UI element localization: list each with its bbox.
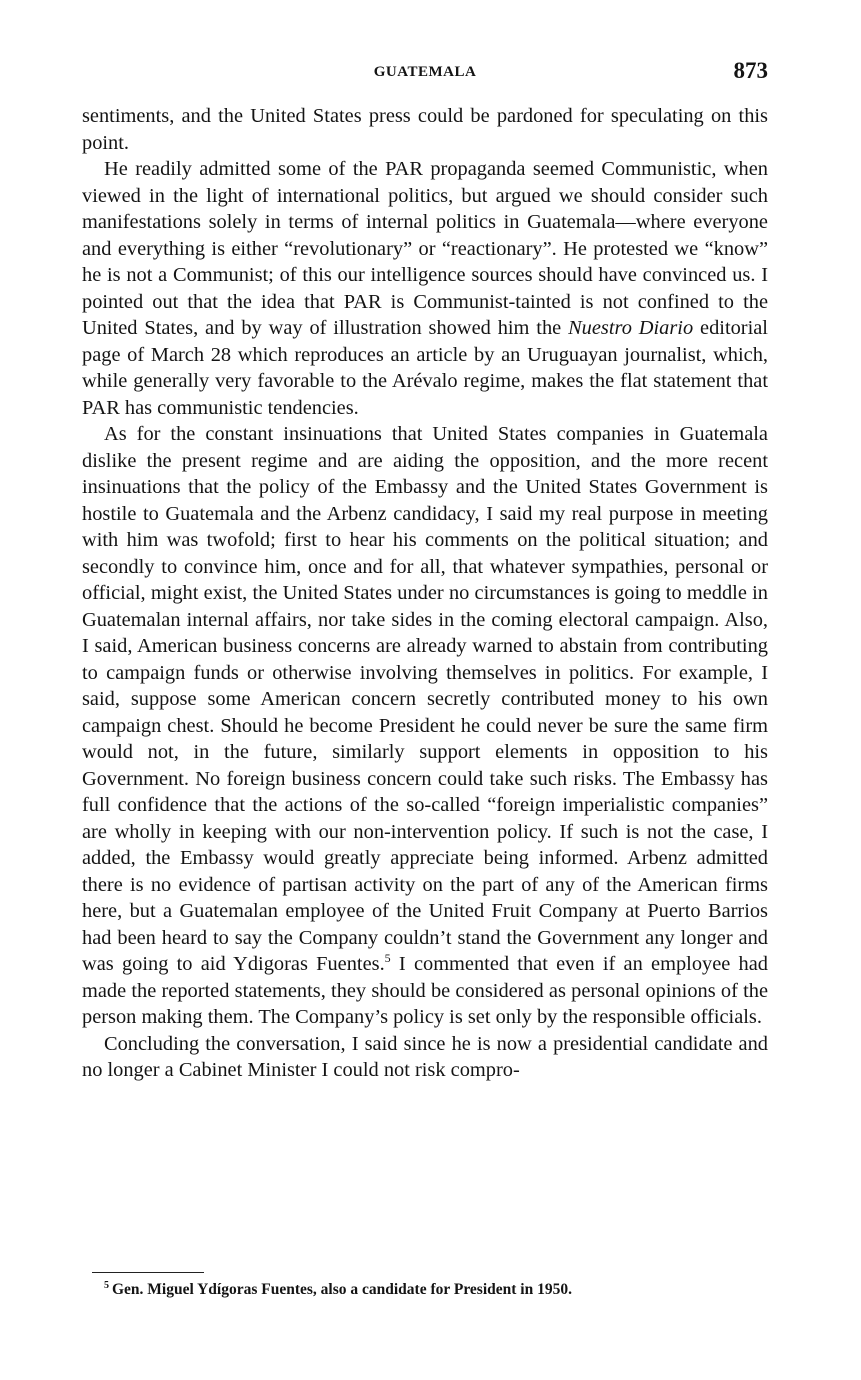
paragraph-2 xyxy=(82,156,768,421)
paragraph-4-text: Concluding the conversation, I said since he is now a presidential candidate and no longer a Cabinet Minister I could not risk compro- xyxy=(82,1032,768,1081)
paragraph-1-text: sentiments, and the United States press could be pardoned for speculating on this point. xyxy=(82,105,768,154)
paragraph-3 xyxy=(82,421,768,1031)
paragraph-1 xyxy=(82,103,768,156)
footnote xyxy=(104,1280,764,1300)
paragraph-4 xyxy=(82,1031,768,1084)
paragraph-2-text-end: editorial page of March 28 which reproduces an article by an Uruguayan journalist, which, while generally very favorable to the Arévalo regime, makes the flat statement that PAR has communistic tendencies. xyxy=(82,317,768,419)
footnote-divider xyxy=(92,1272,204,1273)
page-header xyxy=(82,58,768,88)
paragraph-3-text-end: I commented that even if an employee had made the reported statements, they should be considered as personal opinions of the person making them. The Company’s policy is set only by the responsible officials. xyxy=(82,953,768,1028)
paragraph-2-text: He readily admitted some of the PAR propaganda seemed Communistic, when viewed in the light of international politics, but argued we should consider such manifestations solely in terms of internal politics in Guatemala—where everyone and everything is either “revolutionary” or “reactionary”. He protested we “know” he is not a Communist; of this our intelligence sources should have convinced us. I pointed out that the idea that PAR is Communist-tainted is not confined to the United States, and by way of illustration showed him the xyxy=(82,158,768,339)
page-number: 873 xyxy=(733,58,768,83)
footnote-marker: 5 xyxy=(104,1279,109,1291)
paragraph-3-text: As for the constant insinuations that United States companies in Guatemala dislike the present regime and are aiding the opposition, and the more recent insinuations that the policy of the Embassy and the United States Government is hostile to Guatemala and the Arbenz candidacy, I said my real purpose in meeting with him was twofold; first to hear his comments on the political situation; and secondly to convince him, once and for all, that whatever sympathies, personal or official, might exist, the United States under no circumstances is going to meddle in Guatemalan internal affairs, nor take sides in the coming electoral campaign. Also, I said, American business concerns are already warned to abstain from contributing to campaign funds or otherwise involving themselves in politics. For example, I said, suppose some American concern secretly contributed money to his own campaign chest. Should he become President he could never be sure the same firm would not, in the future, similarly support elements in opposition to his Government. No foreign business concern could take such risks. The Embassy has full confidence that the actions of the so-called “foreign imperialistic companies” are wholly in keeping with our non-intervention policy. If such is not the case, I added, the Embassy would greatly appreciate being informed. Arbenz admitted there is no evidence of partisan activity on the part of any of the American firms here, but a Guatemalan employee of the United Fruit Company at Puerto Barrios had been heard to say the Company couldn’t stand the Government any longer and was going to aid Ydigoras Fuentes. xyxy=(82,423,768,975)
footnote-text: Gen. Miguel Ydígoras Fuentes, also a candidate for President in 1950. xyxy=(112,1281,572,1298)
body-text xyxy=(82,103,768,1084)
running-head: GUATEMALA xyxy=(373,64,477,80)
footnote-reference: 5 xyxy=(384,951,391,966)
newspaper-title: Nuestro Diario xyxy=(568,317,694,339)
